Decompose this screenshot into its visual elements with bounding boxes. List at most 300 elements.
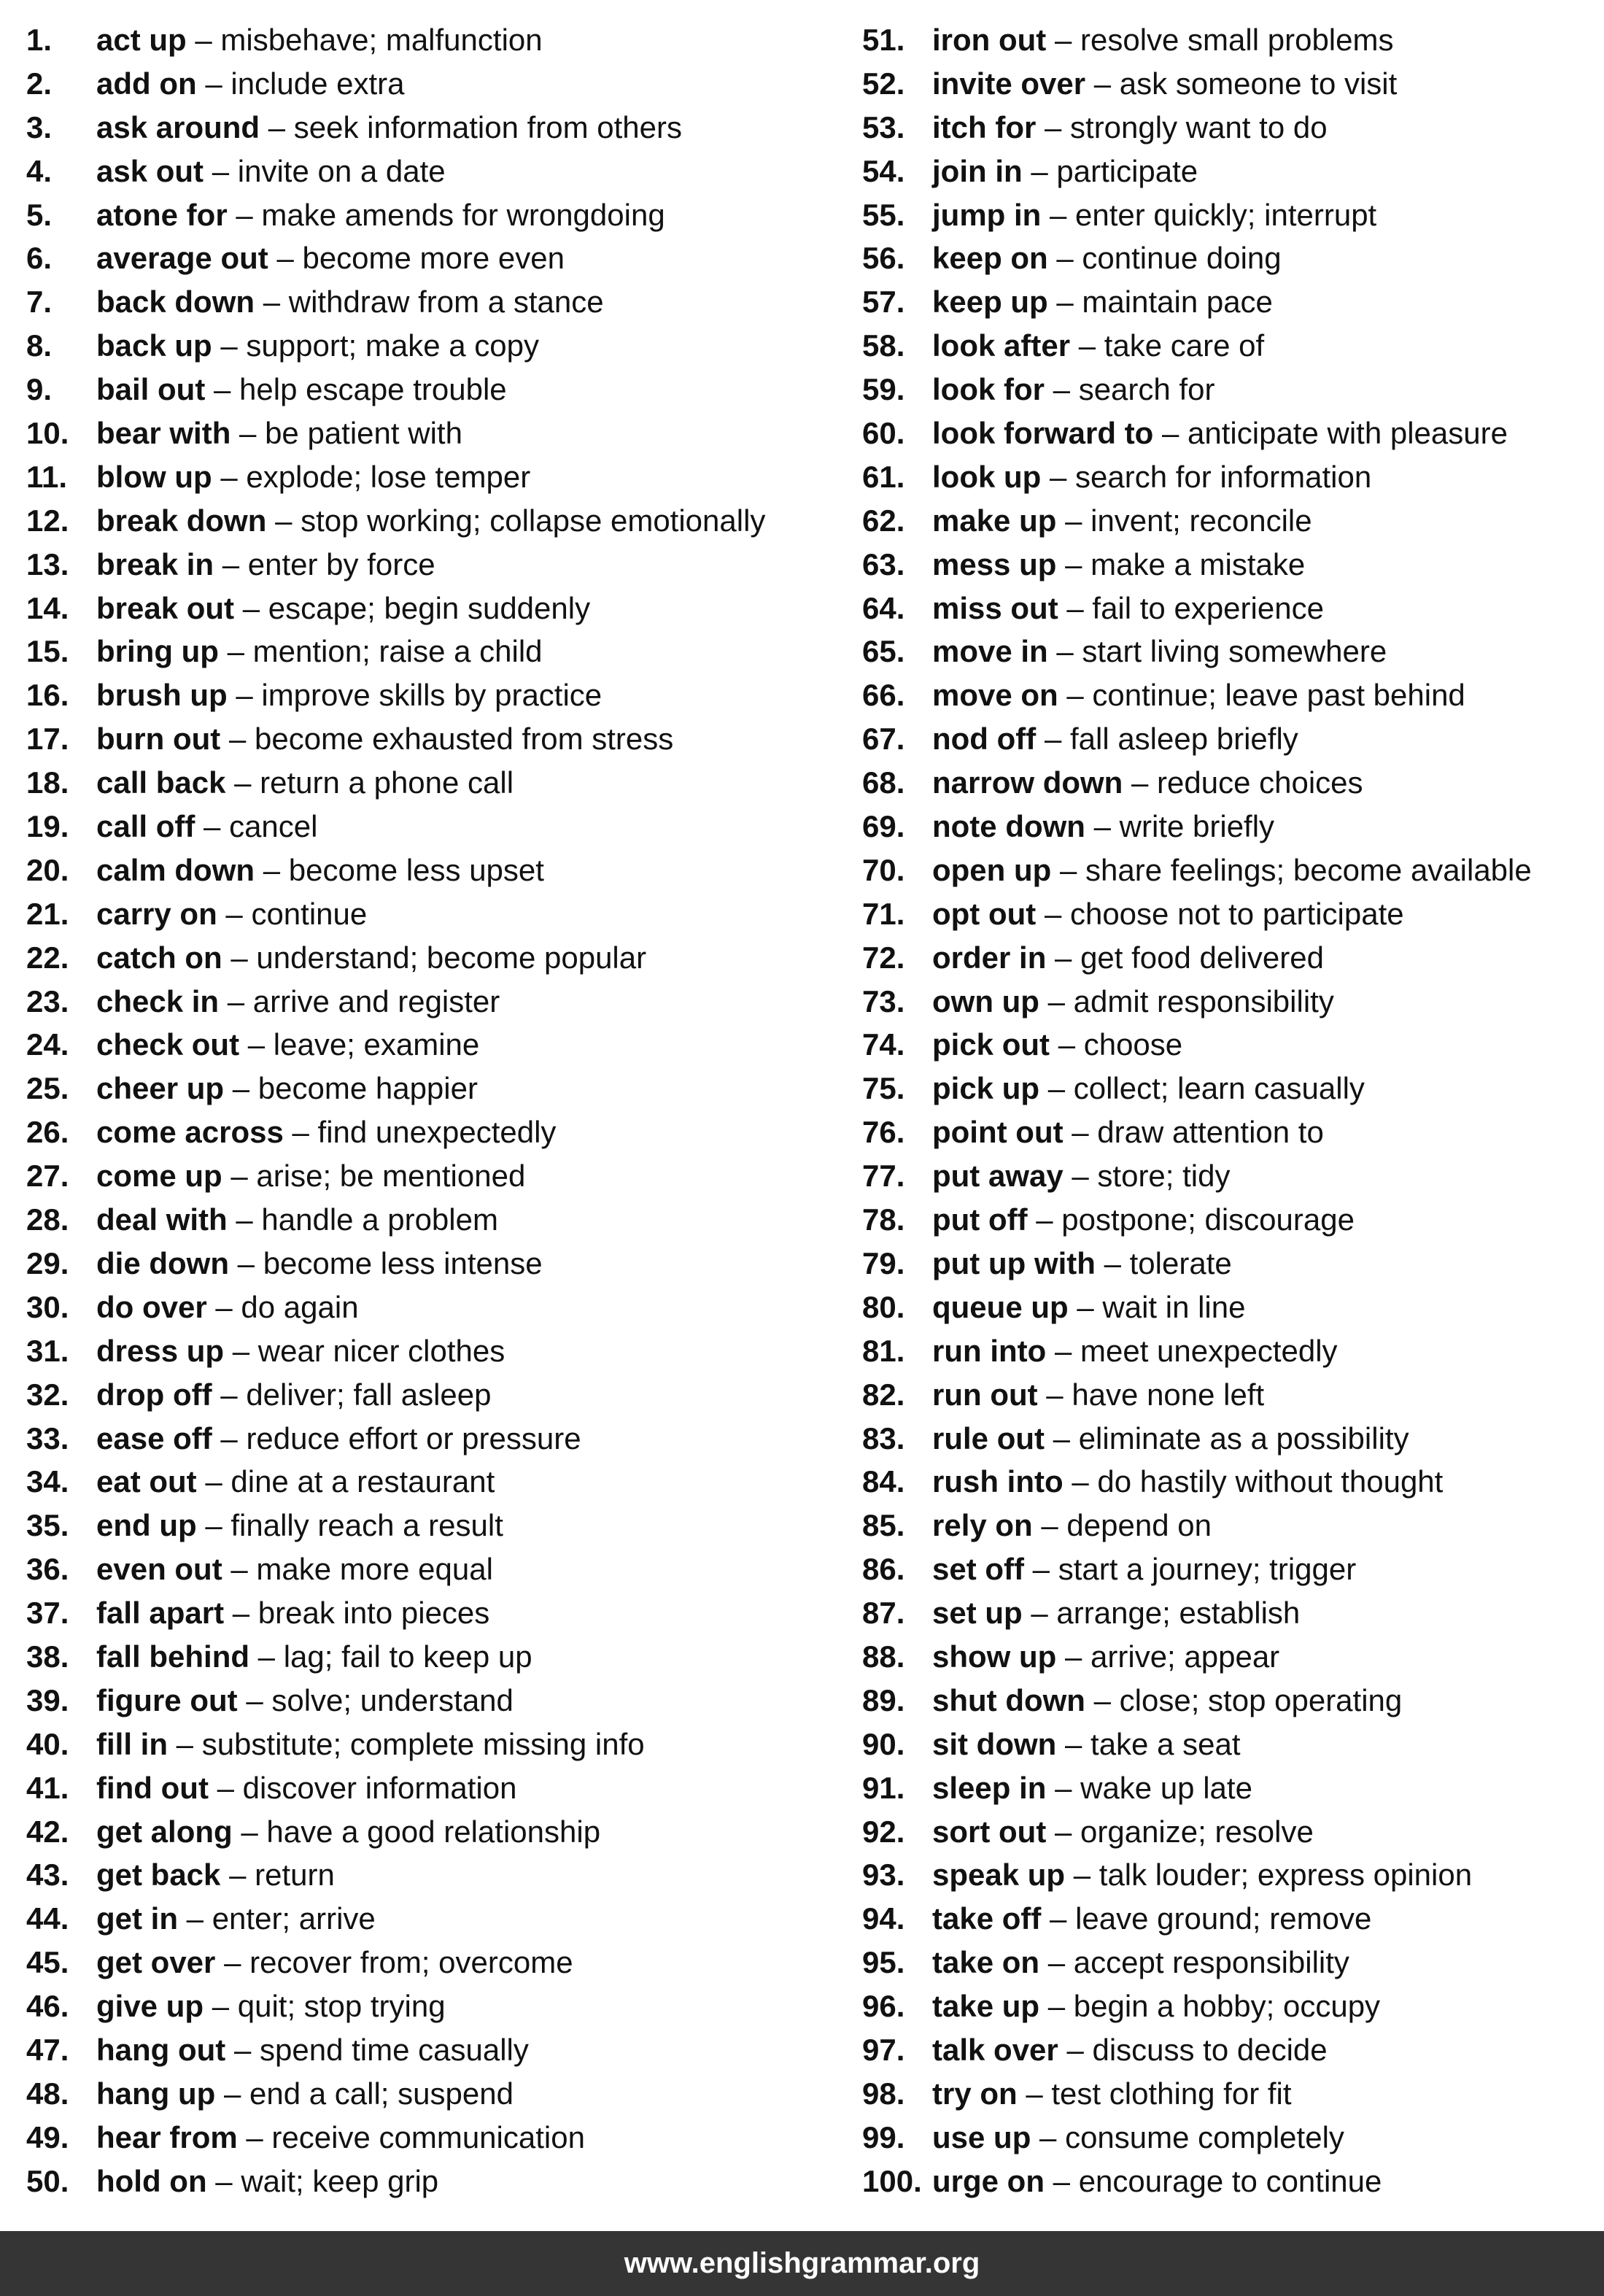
item-number: 12. [26, 503, 69, 538]
definition: eliminate as a possibility [1078, 1420, 1409, 1456]
definition: escape; begin suddenly [268, 590, 591, 625]
dash-separator: – [205, 1464, 222, 1499]
dash-separator: – [246, 2119, 263, 2154]
list-item [26, 1853, 765, 1897]
definition: accept responsibility [1073, 1945, 1349, 1980]
phrasal-verb: iron out [932, 23, 1047, 57]
item-number: 73. [862, 983, 905, 1018]
phrasal-verb: drop off [96, 1377, 212, 1412]
dash-separator: – [195, 23, 212, 57]
phrasal-verb: make up [932, 503, 1057, 538]
dash-separator: – [1053, 1420, 1071, 1456]
phrasal-verb: sort out [932, 1814, 1047, 1849]
list-item [862, 150, 1532, 193]
phrasal-verb: fill in [96, 1726, 168, 1761]
phrasal-verb: bail out [96, 372, 206, 407]
definition: fall asleep briefly [1069, 722, 1298, 757]
phrasal-verb: take off [932, 1901, 1042, 1936]
phrasal-verb: ask around [96, 109, 260, 144]
dash-separator: – [232, 1596, 250, 1631]
definition: start living somewhere [1082, 634, 1387, 669]
list-item [26, 587, 765, 630]
dash-separator: – [1050, 1901, 1067, 1936]
list-item [26, 1984, 765, 2028]
phrasal-verb: use up [932, 2119, 1031, 2154]
definition: leave ground; remove [1075, 1901, 1372, 1936]
definition: talk louder; express opinion [1099, 1858, 1473, 1893]
phrasal-verb: get along [96, 1814, 233, 1849]
definition: have a good relationship [266, 1814, 601, 1849]
phrasal-verb: bear with [96, 416, 231, 451]
phrasal-verb: shut down [932, 1682, 1085, 1717]
phrasal-verb: set off [932, 1552, 1024, 1587]
definition: organize; resolve [1080, 1814, 1314, 1849]
item-number: 56. [862, 241, 905, 276]
item-number: 53. [862, 109, 905, 144]
item-number: 24. [26, 1027, 69, 1062]
list-item [862, 1679, 1532, 1723]
dash-separator: – [186, 1901, 204, 1936]
dash-separator: – [232, 1071, 250, 1106]
item-number: 74. [862, 1027, 905, 1062]
item-number: 96. [862, 1989, 905, 2024]
item-number: 44. [26, 1901, 69, 1936]
item-number: 13. [26, 546, 69, 581]
phrasal-verb: call back [96, 765, 226, 800]
list-item [862, 543, 1532, 587]
list-item [862, 1941, 1532, 1984]
dash-separator: – [1065, 503, 1082, 538]
phrasal-verb: put off [932, 1202, 1028, 1237]
list-item [26, 630, 765, 673]
dash-separator: – [1046, 1377, 1063, 1412]
phrasal-verb: sleep in [932, 1770, 1047, 1805]
definition: become less upset [288, 852, 544, 887]
dash-separator: – [1044, 896, 1062, 931]
phrasal-verb: urge on [932, 2163, 1045, 2198]
list-item [862, 455, 1532, 499]
dash-separator: – [236, 197, 253, 232]
list-item [26, 1110, 765, 1154]
definition: reduce effort or pressure [246, 1420, 581, 1456]
dash-separator: – [1093, 66, 1112, 101]
definition: write briefly [1119, 809, 1275, 844]
item-number: 49. [26, 2119, 69, 2154]
phrasal-verb: find out [96, 1770, 209, 1805]
list-item [26, 673, 765, 717]
list-item [26, 411, 765, 455]
item-number: 87. [862, 1596, 905, 1631]
definition: understand; become popular [256, 940, 647, 975]
phrasal-verb: rule out [932, 1420, 1045, 1456]
phrasal-verb: calm down [96, 852, 255, 887]
list-item [26, 892, 765, 936]
item-number: 55. [862, 197, 905, 232]
phrasal-verb: note down [932, 809, 1085, 844]
item-number: 92. [862, 1814, 905, 1849]
phrasal-verb: figure out [96, 1682, 238, 1717]
list-item [862, 849, 1532, 892]
definition: recover from; overcome [249, 1945, 573, 1980]
item-number: 89. [862, 1682, 905, 1717]
dash-separator: – [1044, 722, 1062, 757]
item-number: 79. [862, 1245, 905, 1280]
item-number: 36. [26, 1552, 69, 1587]
phrasal-verb: check in [96, 983, 220, 1018]
dash-separator: – [1072, 1464, 1089, 1499]
dash-separator: – [1162, 416, 1179, 451]
list-item [862, 106, 1532, 150]
phrasal-verb: run out [932, 1377, 1038, 1412]
definition: reduce choices [1157, 765, 1363, 800]
footer-url[interactable]: www.englishgrammar.org [624, 2247, 980, 2279]
item-number: 81. [862, 1333, 905, 1368]
dash-separator: – [204, 809, 221, 844]
item-number: 68. [862, 765, 905, 800]
dash-separator: – [230, 940, 248, 975]
item-number: 11. [26, 459, 68, 494]
phrasal-verb: break out [96, 590, 235, 625]
item-number: 31. [26, 1333, 69, 1368]
definition: become exhausted from stress [254, 722, 674, 757]
item-number: 8. [26, 328, 53, 363]
definition: tolerate [1129, 1245, 1232, 1280]
phrasal-verb: add on [96, 66, 197, 101]
list-item [26, 1460, 765, 1504]
phrasal-verb: back up [96, 328, 212, 363]
dash-separator: – [230, 1552, 248, 1587]
dash-separator: – [1066, 678, 1084, 713]
phrasal-verb: jump in [932, 197, 1042, 232]
definition: make a mistake [1090, 546, 1306, 581]
dash-separator: – [1056, 285, 1074, 320]
phrasal-verb: show up [932, 1639, 1057, 1674]
item-number: 22. [26, 940, 69, 975]
list-item [862, 368, 1532, 411]
definition: strongly want to do [1070, 109, 1328, 144]
definition: become happier [257, 1071, 478, 1106]
item-number: 35. [26, 1508, 69, 1543]
item-number: 77. [862, 1159, 905, 1194]
list-item [26, 2160, 765, 2203]
item-number: 69. [862, 809, 905, 844]
phrasal-verb: put up with [932, 1245, 1096, 1280]
phrasal-verb: dress up [96, 1333, 225, 1368]
definition: meet unexpectedly [1080, 1333, 1338, 1368]
definition: wait; keep grip [241, 2163, 439, 2198]
item-number: 57. [862, 285, 905, 320]
list-item [862, 1242, 1532, 1286]
item-number: 97. [862, 2032, 905, 2067]
item-number: 84. [862, 1464, 905, 1499]
phrasal-verb: hear from [96, 2119, 238, 2154]
dash-separator: – [233, 2032, 252, 2067]
list-item [862, 1766, 1532, 1810]
list-item [862, 1329, 1532, 1373]
phrasal-verb: ease off [96, 1420, 212, 1456]
dash-separator: – [228, 722, 247, 757]
definition: store; tidy [1097, 1159, 1231, 1194]
definition: explode; lose temper [246, 459, 531, 494]
definition: make more equal [256, 1552, 493, 1587]
list-item [862, 892, 1532, 936]
dash-separator: – [1047, 1945, 1066, 1980]
phrasal-verb: get in [96, 1901, 178, 1936]
dash-separator: – [1104, 1245, 1121, 1280]
list-item [26, 1417, 765, 1461]
definition: arise; be mentioned [256, 1159, 526, 1194]
definition: handle a problem [261, 1202, 498, 1237]
phrasal-verb: rush into [932, 1464, 1063, 1499]
list-item [26, 1286, 765, 1329]
dash-separator: – [222, 546, 240, 581]
definition: arrange; establish [1056, 1596, 1301, 1631]
item-number: 83. [862, 1420, 905, 1456]
list-item [862, 18, 1532, 62]
phrasal-verb: end up [96, 1508, 197, 1543]
list-item [26, 324, 765, 368]
dash-separator: – [212, 1989, 230, 2024]
item-number: 39. [26, 1682, 69, 1717]
dash-separator: – [1047, 1071, 1066, 1106]
item-number: 86. [862, 1552, 905, 1587]
list-item [862, 2028, 1532, 2072]
item-number: 38. [26, 1639, 69, 1674]
item-number: 10. [26, 416, 69, 451]
phrasal-verb: pick up [932, 1071, 1040, 1106]
phrasal-verb: catch on [96, 940, 222, 975]
definition: maintain pace [1082, 285, 1273, 320]
dash-separator: – [1053, 372, 1071, 407]
item-number: 6. [26, 241, 53, 276]
phrasal-verb: point out [932, 1115, 1063, 1150]
phrasal-verb: talk over [932, 2032, 1058, 2067]
dash-separator: – [1065, 546, 1082, 581]
phrasal-verb: look forward to [932, 416, 1154, 451]
phrasal-verb: give up [96, 1989, 204, 2024]
item-number: 51. [862, 23, 905, 57]
dash-separator: – [1055, 940, 1072, 975]
dash-separator: – [292, 1115, 309, 1150]
dash-separator: – [246, 1682, 263, 1717]
phrasal-verb: cheer up [96, 1071, 225, 1106]
dash-separator: – [1031, 1596, 1048, 1631]
item-number: 40. [26, 1726, 69, 1761]
definition: continue [251, 896, 368, 931]
definition: become more even [302, 241, 565, 276]
list-item [26, 18, 765, 62]
list-item [26, 368, 765, 411]
dash-separator: – [1031, 153, 1048, 188]
definition: collect; learn casually [1073, 1071, 1365, 1106]
list-item [862, 761, 1532, 805]
definition: fail to experience [1092, 590, 1324, 625]
definition: quit; stop trying [237, 1989, 446, 2024]
list-item [862, 324, 1532, 368]
item-number: 21. [26, 896, 69, 931]
definition: enter quickly; interrupt [1075, 197, 1377, 232]
item-number: 78. [862, 1202, 905, 1237]
phrasal-verb: rely on [932, 1508, 1033, 1543]
phrasal-verb: nod off [932, 722, 1037, 757]
list-item [862, 2116, 1532, 2160]
definition: receive communication [271, 2119, 585, 2154]
dash-separator: – [1054, 1814, 1072, 1849]
dash-separator: – [241, 1814, 258, 1849]
dash-separator: – [224, 1945, 241, 1980]
dash-separator: – [212, 153, 230, 188]
dash-separator: – [1054, 23, 1072, 57]
dash-separator: – [236, 678, 253, 713]
phrasal-verb: break down [96, 503, 267, 538]
definition: cancel [229, 809, 318, 844]
definition: share feelings; become available [1085, 852, 1532, 887]
item-number: 9. [26, 372, 53, 407]
phrasal-verb: order in [932, 940, 1047, 975]
list-item [26, 1766, 765, 1810]
list-item [862, 280, 1532, 324]
definition: end a call; suspend [249, 2076, 514, 2111]
list-item [26, 1154, 765, 1198]
item-number: 76. [862, 1115, 905, 1150]
footer-bar [0, 2231, 1604, 2296]
list-item [26, 280, 765, 324]
phrasal-verb: deal with [96, 1202, 228, 1237]
item-number: 85. [862, 1508, 905, 1543]
definition: enter; arrive [212, 1901, 376, 1936]
dash-separator: – [220, 1420, 238, 1456]
item-number: 72. [862, 940, 905, 975]
definition: misbehave; malfunction [220, 23, 543, 57]
item-number: 37. [26, 1596, 69, 1631]
definition: break into pieces [257, 1596, 490, 1631]
dash-separator: – [257, 1639, 276, 1674]
list-item [862, 630, 1532, 673]
phrasal-verb: burn out [96, 722, 221, 757]
item-number: 17. [26, 722, 69, 757]
dash-separator: – [1093, 1682, 1111, 1717]
list-item [26, 849, 765, 892]
item-number: 48. [26, 2076, 69, 2111]
list-item [26, 1810, 765, 1854]
list-item [862, 673, 1532, 717]
right-column [862, 18, 1532, 2203]
dash-separator: – [1065, 1726, 1082, 1761]
definition: help escape trouble [239, 372, 507, 407]
dash-separator: – [1047, 1989, 1066, 2024]
definition: search for information [1075, 459, 1372, 494]
definition: finally reach a result [230, 1508, 503, 1543]
item-number: 30. [26, 1289, 69, 1324]
item-number: 29. [26, 1245, 69, 1280]
item-number: 20. [26, 852, 69, 887]
definition: mention; raise a child [252, 634, 543, 669]
dash-separator: – [263, 285, 281, 320]
phrasal-verb: hang out [96, 2032, 226, 2067]
definition: do again [241, 1289, 359, 1324]
list-item [26, 106, 765, 150]
definition: return [255, 1858, 335, 1893]
definition: resolve small problems [1080, 23, 1394, 57]
item-number: 59. [862, 372, 905, 407]
phrasal-verb: own up [932, 983, 1039, 1018]
definition: depend on [1066, 1508, 1212, 1543]
definition: encourage to continue [1078, 2163, 1382, 2198]
list-item [26, 193, 765, 237]
phrasal-verb: bring up [96, 634, 219, 669]
dash-separator: – [1039, 2119, 1057, 2154]
item-number: 3. [26, 109, 53, 144]
dash-separator: – [227, 634, 244, 669]
item-number: 26. [26, 1115, 69, 1150]
dash-separator: – [1054, 1333, 1072, 1368]
item-number: 70. [862, 852, 905, 887]
phrasal-verb: keep up [932, 285, 1048, 320]
item-number: 65. [862, 634, 905, 669]
phrasal-verb: open up [932, 852, 1052, 887]
item-number: 54. [862, 153, 905, 188]
item-number: 80. [862, 1289, 905, 1324]
list-item [862, 936, 1532, 980]
dash-separator: – [1032, 1552, 1050, 1587]
phrasal-verb: average out [96, 241, 268, 276]
item-number: 2. [26, 66, 53, 101]
list-item [26, 499, 765, 543]
item-number: 67. [862, 722, 905, 757]
dash-separator: – [239, 416, 257, 451]
list-item [862, 1897, 1532, 1941]
item-number: 71. [862, 896, 905, 931]
list-item [26, 1547, 765, 1591]
item-number: 25. [26, 1071, 69, 1106]
phrasal-verb: do over [96, 1289, 207, 1324]
dash-separator: – [1077, 1289, 1094, 1324]
dash-separator: – [225, 896, 243, 931]
list-item [862, 1853, 1532, 1897]
definition: ask someone to visit [1119, 66, 1398, 101]
definition: choose [1083, 1027, 1183, 1062]
list-item [26, 1242, 765, 1286]
list-item [862, 1984, 1532, 2028]
item-number: 33. [26, 1420, 69, 1456]
definition: close; stop operating [1119, 1682, 1403, 1717]
list-item [862, 1547, 1532, 1591]
item-number: 43. [26, 1858, 69, 1893]
item-number: 5. [26, 197, 53, 232]
list-item [862, 1723, 1532, 1766]
list-item [26, 150, 765, 193]
item-number: 82. [862, 1377, 905, 1412]
dash-separator: – [215, 2163, 233, 2198]
list-item [26, 1198, 765, 1242]
phrasal-verb: check out [96, 1027, 240, 1062]
definition: make amends for wrongdoing [261, 197, 665, 232]
dash-separator: – [220, 459, 238, 494]
definition: get food delivered [1080, 940, 1324, 975]
list-item [862, 2160, 1532, 2203]
phrasal-verb: take on [932, 1945, 1040, 1980]
dash-separator: – [275, 503, 292, 538]
dash-separator: – [232, 1333, 250, 1368]
definition: withdraw from a stance [288, 285, 604, 320]
phrasal-verb: even out [96, 1552, 222, 1587]
phrasal-verb: sit down [932, 1726, 1057, 1761]
list-item [862, 1460, 1532, 1504]
list-item [862, 1023, 1532, 1067]
phrasal-verb: break in [96, 546, 214, 581]
definition: seek information from others [293, 109, 682, 144]
definition: spend time casually [260, 2032, 529, 2067]
